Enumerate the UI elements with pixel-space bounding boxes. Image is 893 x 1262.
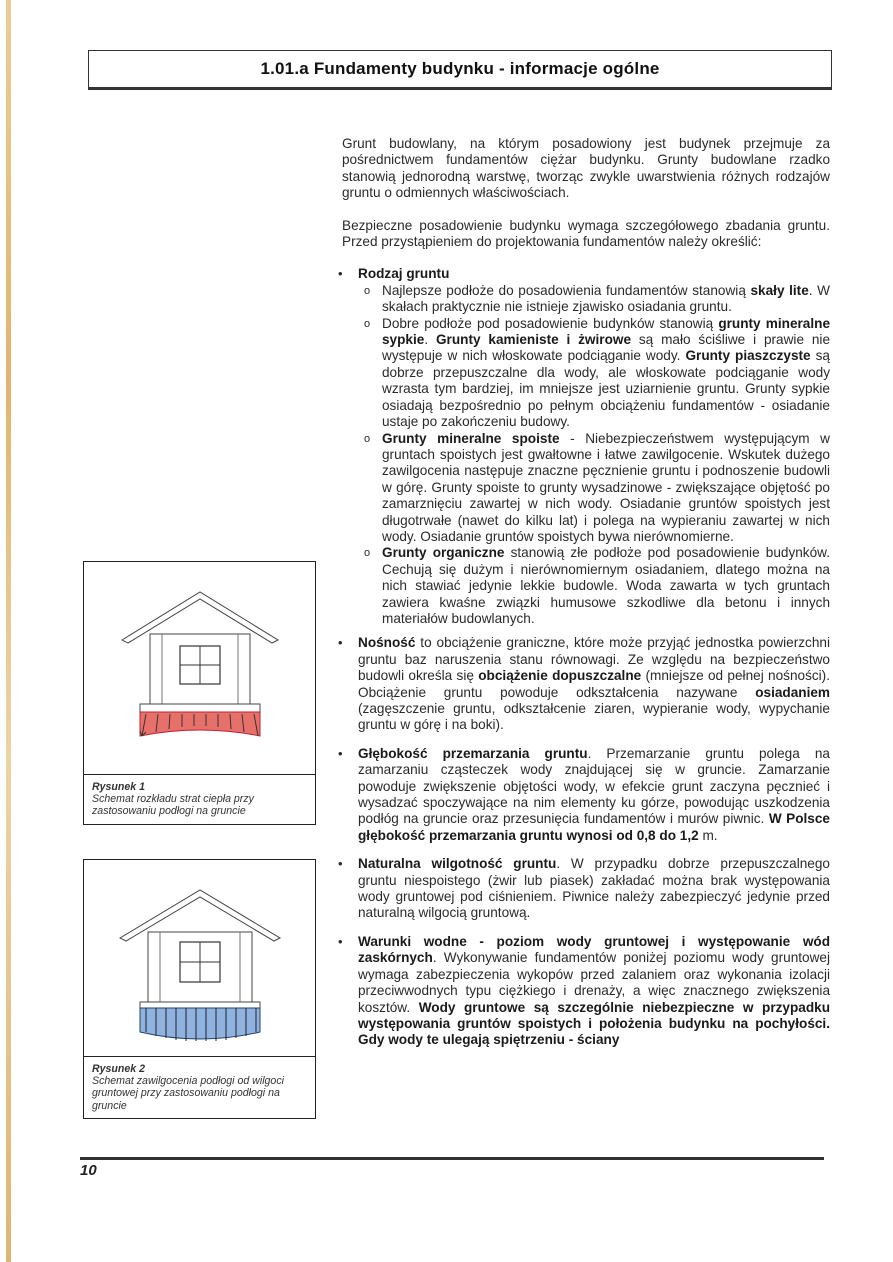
text-span: m.	[698, 827, 718, 843]
figure-2-caption	[84, 1056, 315, 1118]
text-span: . Wykonywanie fundamentów poniżej poziomu wody gruntowej wymaga zabezpieczenia wykopów przed zalaniem oraz wykonania izolacji przeciwwodnych typu ciężkiego i drenaży, a więc znacznego zwiększenia kosztów.	[358, 950, 830, 1015]
house-heat-loss-illustration	[84, 562, 315, 774]
bold-term: Warunki wodne - poziom wody gruntowej i występowanie wód zaskórnych	[358, 933, 830, 966]
figure-1-label: Rysunek 1	[92, 781, 145, 793]
soil-type-heading: Rodzaj gruntu	[358, 266, 450, 282]
bold-term: skały lite	[750, 282, 809, 298]
text-span: Najlepsze podłoże do posadowienia fundamentów stanowią	[382, 282, 751, 298]
figure-1	[83, 561, 316, 825]
bold-term: Grunty piaszczyste	[685, 348, 811, 364]
sublist-item-mineral-loose	[358, 316, 830, 431]
footer-rule	[80, 1157, 824, 1160]
section-title-box	[88, 50, 832, 90]
bold-term: W Polsce głębokość przemarzania gruntu wynosi od 0,8 do 1,2	[358, 811, 830, 843]
text-span: to obciążenie graniczne, które może przyjąć jednostka powierzchni gruntu baz naruszenia stanu równowagi. Ze względu na bezpieczeństwo budowli określa się	[358, 635, 830, 684]
list-item-bearing-capacity	[342, 635, 830, 733]
text-span: .	[424, 332, 436, 348]
bold-term: Wody gruntowe są szczególnie niebezpieczne w przypadku występowania gruntów spoistych i położenia budynku na pochyłości. Gdy wody te ulegają spiętrzeniu - ściany	[358, 999, 830, 1048]
text-span: (mniejsze od pełnej nośności). Obciążenie gruntu powoduje odkształcenia nazywane	[358, 668, 830, 700]
bold-term: Naturalna wilgotność gruntu	[358, 856, 557, 872]
soil-type-sublist	[358, 283, 830, 628]
text-span: . Przemarzanie gruntu polega na zamarzaniu cząsteczek wody znajdującej się w gruncie. Zamarzanie powoduje zwiększenie objętości wody, w efekcie grunt zaczyna pęcznieć i wysadzać spoczywające na nim elementy ku górze, powodując uszkodzenia podłóg na gruncie oraz przesunięcia fundamentów i murów piwnic.	[358, 745, 830, 827]
list-item-frost-depth	[342, 746, 830, 844]
sublist-item-rock	[358, 283, 830, 316]
criteria-list	[342, 266, 830, 1048]
figure-2-label: Rysunek 2	[92, 1063, 145, 1075]
figure-1-caption	[84, 774, 315, 824]
bold-term: grunty mineralne sypkie	[382, 315, 830, 348]
text-span: - Niebezpieczeństwem występującym w gruntach spoistych jest gwałtowne i łatwe zawilgocenie. Wskutek dużego zawilgocenia następuje znaczne pęcznienie gruntu i podnoszenie budowli w górę. Grunty spoiste to grunty wysadzinowe - zwiększające objętość po zamarznięciu zawartej w nich wody. Osiadanie gruntów spoistych jest długotrwałe (nawet do kilku lat) i polega na wypieraniu zawartej w nich wody. Osiadanie gruntów spoistych bywa nierównomierne.	[382, 430, 830, 544]
sublist-item-organic	[358, 545, 830, 627]
list-item-natural-moisture	[342, 856, 830, 922]
text-span: (zagęszczenie gruntu, odkształcenie ziaren, wypieranie wody, wypychanie gruntu w górę i na boki).	[358, 701, 830, 733]
text-span: stanowią złe podłoże pod posadowienie budynków. Cechują się dużym i nierównomiernym osiadaniem, dlatego można na nich stawiać jedynie lekkie budowle. Woda zawarta w tych gruntach zawiera kwaśne związki humusowe szkodliwe dla betonu i innych materiałów budowlanych.	[382, 545, 830, 626]
bold-term: Grunty mineralne spoiste	[382, 430, 560, 446]
text-span: . W skałach praktycznie nie istnieje zjawisko osiadania gruntu.	[382, 282, 830, 315]
bold-term: Głębokość przemarzania gruntu	[358, 745, 588, 761]
page-number: 10	[80, 1162, 97, 1179]
bold-term: Grunty organiczne	[382, 545, 505, 561]
bold-term: Nośność	[358, 635, 416, 651]
page-title: 1.01.a Fundamenty budynku - informacje ogólne	[260, 59, 660, 78]
sublist-item-mineral-cohesive	[358, 431, 830, 546]
house-moisture-illustration	[84, 860, 315, 1056]
list-item-soil-type	[342, 266, 830, 627]
main-text-column	[342, 136, 830, 1057]
text-span: Dobre podłoże pod posadowienie budynków stanowią	[382, 315, 719, 331]
intro-paragraph-1: Grunt budowlany, na którym posadowiony jest budynek przejmuje za pośrednictwem fundamentów ciężar budynku. Grunty budowlane rzadko stanowią jednorodną warstwę, tworząc zwykle uwarstwienia różnych rodzajów gruntu o odmiennych właściwościach.	[342, 136, 830, 201]
figure-1-description: Schemat rozkładu strat ciepła przy zastosowaniu podłogi na gruncie	[92, 793, 254, 818]
text-span: są dobrze przepuszczalne dla wody, ale włoskowate podciąganie wody wzrasta tym bardziej, im mniejsze jest uziarnienie gruntu. Grunty sypkie osiadają bezpośrednio po pełnym obciążeniu fundamentów - osiadanie ustaje po zakończeniu budowy.	[382, 348, 830, 430]
bold-term: obciążenie dopuszczalne	[478, 668, 642, 684]
figure-2	[83, 859, 316, 1119]
bold-term: osiadaniem	[755, 684, 830, 700]
bold-term: Grunty kamieniste i żwirowe	[435, 332, 632, 348]
figure-2-description: Schemat zawilgocenia podłogi od wilgoci gruntowej przy zastosowaniu podłogi na gruncie	[92, 1075, 284, 1112]
text-span: . W przypadku dobrze przepuszczalnego gruntu niespoistego (żwir lub piasek) zakładać można brak występowania wody gruntowej pod ciśnieniem. Piwnice należy zabezpieczyć jedynie przed naturalną wilgocią gruntową.	[358, 856, 830, 921]
intro-paragraph-2: Bezpieczne posadowienie budynku wymaga szczegółowego zbadania gruntu. Przed przystąpieniem do projektowania fundamentów należy określić:	[342, 217, 830, 250]
text-span: są mało ściśliwe i prawie nie występuje w nich włoskowate podciąganie wody.	[382, 332, 830, 364]
list-item-water-conditions	[342, 934, 830, 1049]
page-binding-edge	[6, 0, 11, 1262]
